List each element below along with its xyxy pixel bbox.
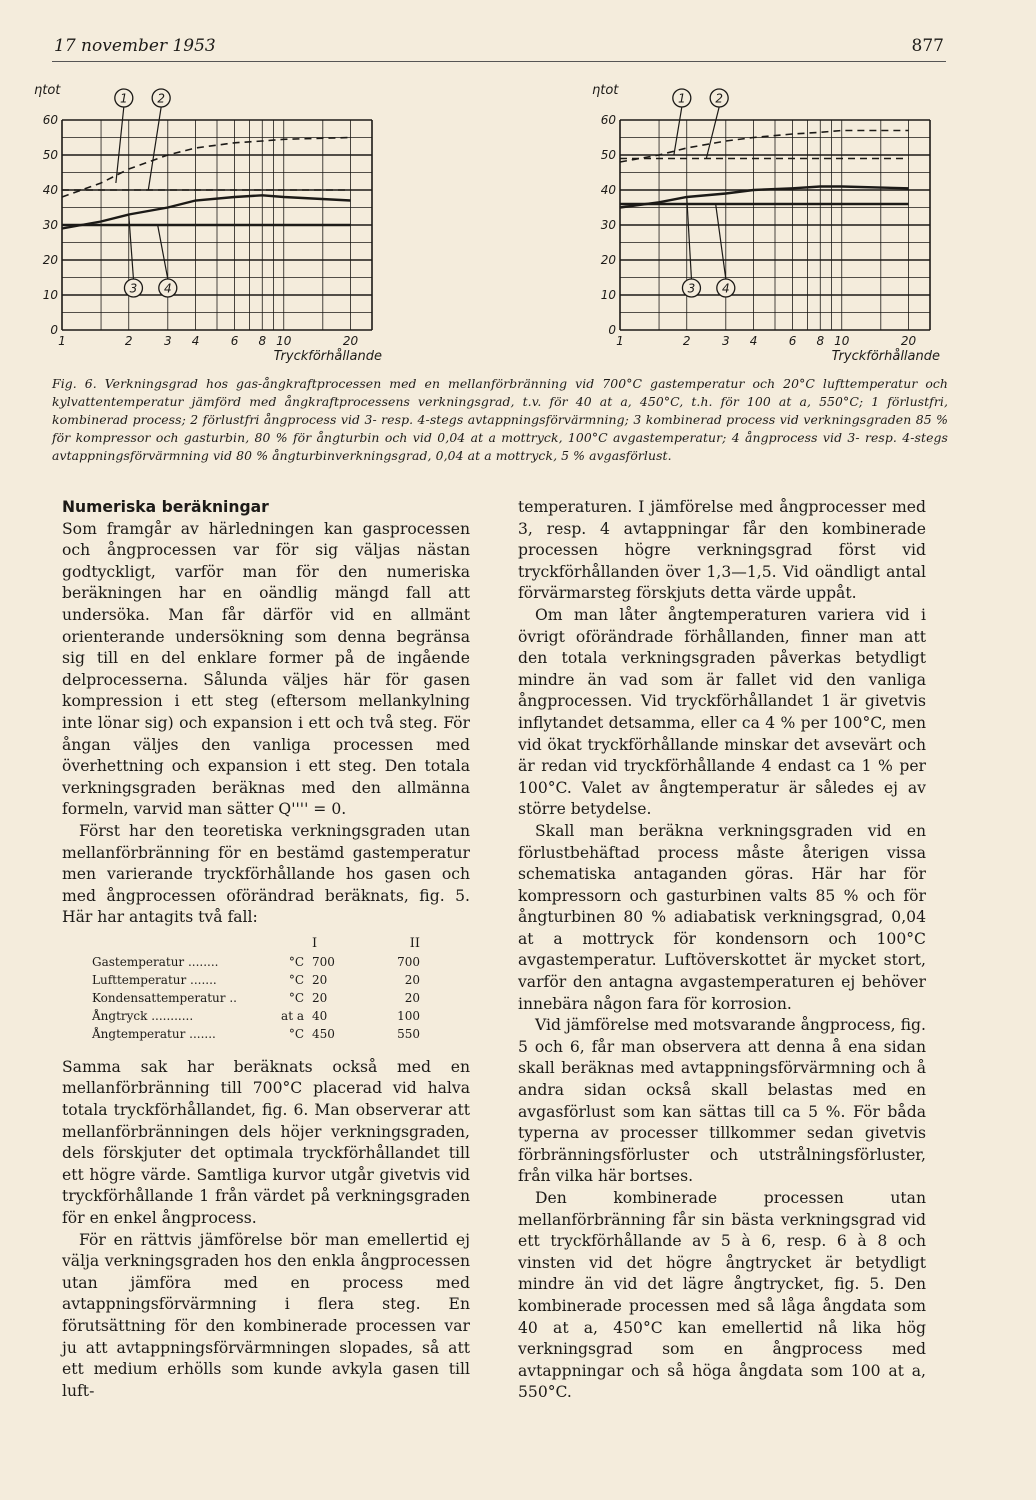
x-tick-label: 3 [721, 334, 730, 348]
table-cell-unit: °C [288, 972, 304, 987]
x-tick-label: 1 [616, 334, 624, 348]
x-axis-label: Tryckförhållande [273, 349, 382, 364]
curve-label: 4 [163, 281, 172, 296]
table-cell-unit: °C [288, 1026, 304, 1041]
table-cell-unit: at a [281, 1008, 304, 1023]
table-row [92, 971, 432, 989]
x-tick-label: 4 [749, 334, 758, 348]
curve-label-leader [674, 107, 682, 155]
paragraph: Om man låter ångtemperaturen variera vid i övrigt oförändrade förhållanden, finner man att den totala verkningsgraden påverkas betydligt mindre än vad som är fallet vid den vanliga ångprocessen. Vid tryckförhållandet 1 är givetvis inflytandet detsamma, eller ca 4 % per 100°C, men vid ökat tryckförhållande minskar det avsevärt och är redan vid tryckförhållande 4 endast ca 1 % per 100°C. Valet av ångtemperatur är således ej av större betydelse. [518, 605, 926, 819]
table-row [92, 953, 432, 971]
x-tick-label: 4 [191, 334, 200, 348]
x-tick-label: 20 [342, 334, 359, 348]
table-col-header: II [409, 935, 420, 951]
paragraph: Som framgår av härledningen kan gasprocessen och ångprocessen var för sig väljas nästan godtyckligt, varför man för den numeriska beräkningen har en oändlig mängd fall att undersöka. Man får därför vid en allmänt orienterande undersökning som denna begränsa sig till en del enklare former på de ingående delprocesserna. Sålunda väljes här för gasen kompression i ett steg (eftersom mellankylning inte lönar sig) och expansion i ett och två steg. För ångan väljes den vanliga processen med överhettning och expansion i ett steg. Den totala verkningsgraden beräknas med den allmänna formeln, varvid man sätter Q'''' = 0. [62, 519, 470, 819]
x-tick-label: 1 [58, 334, 66, 348]
section-heading: Numeriska beräkningar [62, 498, 269, 516]
table-cell-value-2: 20 [404, 972, 420, 987]
paragraph: För en rättvis jämförelse bör man emellertid ej välja verkningsgraden hos den enkla ångprocessen utan jämföra med en process med avtappningsförvärmning i flera steg. En förutsättning för den kombinerade processen var ju att avtappningsförvärmningen slopades, så att ett medium erhölls som kunde avkyla gasen till luft- [62, 1230, 470, 1400]
table-cell-value-1: 40 [312, 1008, 328, 1023]
y-tick-label: 20 [42, 253, 58, 267]
y-tick-label: 50 [42, 148, 58, 162]
table-cell-label: Ångtryck ........... [92, 1008, 194, 1023]
y-tick-label: 40 [42, 183, 58, 197]
paragraph: Den kombinerade processen utan mellanförbränning får sin bästa verkningsgrad vid ett tryckförhållande av 5 à 6, resp. 6 à 8 och vinsten vid det högre ångtrycket är betydligt mindre än vid det lägre ångtrycket, fig. 5. Den kombinerade processen med så låga ångdata som 40 at a, 450°C kan emellertid nå lika hög verkningsgrad som en ångprocess med avtappningar och så höga ångdata som 100 at a, 550°C. [518, 1189, 926, 1402]
table-cell-unit: °C [288, 990, 304, 1005]
page-header [52, 32, 946, 62]
parameter-table [92, 935, 432, 1043]
table-cell-value-2: 550 [397, 1026, 420, 1041]
curve-label-leader [158, 225, 168, 279]
x-tick-label: 2 [682, 334, 691, 348]
left-column [62, 497, 470, 1402]
table-header-row [92, 935, 432, 953]
table-cell-value-2: 700 [397, 954, 420, 969]
table-cell-label: Lufttemperatur ....... [92, 972, 217, 987]
y-tick-label: 60 [42, 113, 58, 127]
table-col-header: I [312, 935, 318, 951]
curve-label: 3 [129, 281, 138, 296]
table-cell-value-2: 100 [397, 1008, 420, 1023]
y-tick-label: 10 [600, 288, 616, 302]
y-tick-label: 20 [600, 253, 616, 267]
x-tick-label: 3 [163, 334, 172, 348]
chart-right-svg [588, 74, 948, 369]
y-tick-label: 10 [42, 288, 58, 302]
curve-label-leader [687, 197, 692, 279]
y-axis-label: ηtot [34, 83, 61, 98]
curve-label: 4 [721, 281, 730, 296]
issue-date: 17 november 1953 [54, 36, 216, 56]
figure-caption: Fig. 6. Verkningsgrad hos gas-ångkraftprocessen med en mellanförbränning vid 700°C gastemperatur och 20°C lufttemperatur och kylvattentemperatur jämförd med ångkraftprocessens verkningsgrad, t.v. för 40 at a, 450°C, t.h. för 100 at a, 550°C; 1 förlustfri, kombinerad process; 2 förlustfri ångprocess vid 3- resp. 4-stegs avtappningsförvärmning; 3 kombinerad process vid verkningsgraden 85 % för kompressor och gasturbin, 80 % för ångturbin och vid 0,04 at a mottryck, 100°C avgastemperatur; 4 ångprocess vid 3- resp. 4-stegs avtappningsförvärmning vid 80 % ångturbinverkningsgrad, 0,04 at a mottryck, 5 % avgasförlust. [52, 376, 948, 463]
curve-label: 1 [119, 91, 128, 106]
curve-label-leader [716, 204, 726, 279]
series-line-1 [620, 131, 909, 163]
table-cell-value-2: 20 [404, 990, 420, 1005]
paragraph: Skall man beräkna verkningsgraden vid en förlustbehäftad process måste återigen vissa schematiska antaganden göras. Här har för kompressorn och gasturbinen valts 85 % och för ångturbinen 80 % adiabatisk verkningsgrad, 0,04 at a mottryck för kondensorn och 100°C avgastemperatur. Luftöverskottet är mycket stort, varför den antagna avgastemperaturen ej behöver innebära någon fara för korrosion. [518, 821, 926, 1013]
y-tick-label: 30 [42, 218, 58, 232]
table-row [92, 1007, 432, 1025]
paragraph: Samma sak har beräknats också med en mellanförbränning till 700°C placerad vid halva totala tryckförhållandet, fig. 6. Man observerar att mellanförbränningen dels höjer verkningsgraden, dels förskjuter det optimala tryckförhållandet till ett högre värde. Samtliga kurvor utgår givetvis vid tryckförhållande 1 från värdet på verkningsgraden för en enkel ångprocess. [62, 1057, 470, 1228]
table-cell-value-1: 450 [312, 1026, 335, 1041]
table-cell-label: Ångtemperatur ....... [92, 1026, 216, 1041]
curve-label: 2 [157, 91, 165, 106]
x-tick-label: 8 [816, 334, 825, 348]
curve-label: 3 [687, 281, 696, 296]
series-line-3 [62, 195, 351, 228]
y-tick-label: 40 [600, 183, 616, 197]
x-tick-label: 8 [258, 334, 267, 348]
curve-label-leader [706, 107, 719, 159]
x-tick-label: 10 [834, 334, 850, 348]
y-tick-label: 0 [50, 323, 58, 337]
paragraph: Vid jämförelse med motsvarande ångprocess, fig. 5 och 6, får man observera att denna å ena sidan skall beräknas med avtappningsförvärmning och å andra sidan också skall belastas med en avgasförlust som kan sättas till ca 5 %. För båda typerna av processer tillkommer sedan givetvis förbränningsförluster och utstrålningsförluster, från vilka här bortses. [518, 1016, 926, 1186]
table-cell-value-1: 700 [312, 954, 335, 969]
x-tick-label: 6 [788, 334, 797, 348]
x-tick-label: 10 [276, 334, 292, 348]
paragraph: Först har den teoretiska verkningsgraden utan mellanförbränning för en bestämd gastemperatur men varierande tryckförhållande hos gasen och med ångprocessen oförändrad beräknats, fig. 5. Här har antagits två fall: [62, 821, 470, 927]
table-row [92, 989, 432, 1007]
table-cell-label: Kondensattemperatur .. [92, 990, 237, 1005]
y-tick-label: 60 [600, 113, 616, 127]
page-number: 877 [911, 36, 944, 56]
x-tick-label: 6 [230, 334, 239, 348]
table-row [92, 1025, 432, 1043]
y-tick-label: 30 [600, 218, 616, 232]
table-cell-unit: °C [288, 954, 304, 969]
y-tick-label: 0 [608, 323, 616, 337]
x-axis-label: Tryckförhållande [831, 349, 940, 364]
chart-right [588, 74, 948, 369]
x-tick-label: 20 [900, 334, 917, 348]
right-column [518, 497, 926, 1404]
chart-left-svg [30, 74, 390, 369]
table-cell-value-1: 20 [312, 990, 328, 1005]
curve-label: 2 [715, 91, 723, 106]
y-tick-label: 50 [600, 148, 616, 162]
x-tick-label: 2 [124, 334, 133, 348]
chart-left [30, 74, 390, 369]
curve-label: 1 [677, 91, 686, 106]
table-cell-value-1: 20 [312, 972, 328, 987]
table-cell-label: Gastemperatur ........ [92, 954, 219, 969]
paragraph: temperaturen. I jämförelse med ångprocesser med 3, resp. 4 avtappningar får den kombinerade processen högre verkningsgrad först vid tryckförhållanden över 1,3—1,5. Vid oändligt antal förvärmarsteg förskjuts detta värde uppåt. [518, 498, 926, 603]
y-axis-label: ηtot [592, 83, 619, 98]
series-line-1 [62, 138, 351, 198]
